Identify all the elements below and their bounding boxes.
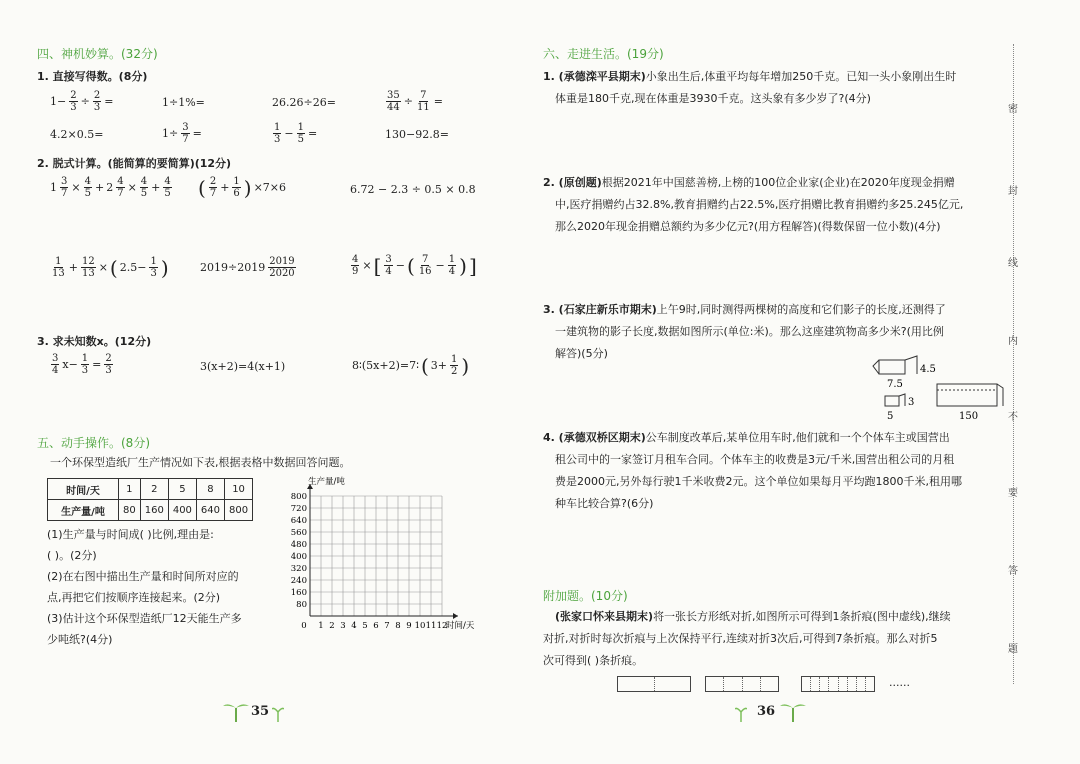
palm-tree-icon bbox=[779, 700, 807, 722]
seal-char: 要 bbox=[1008, 488, 1018, 499]
y-axis-label: 生产量/吨 bbox=[308, 477, 345, 487]
table-cell: 5 bbox=[168, 479, 196, 500]
seal-char: 密 bbox=[1008, 104, 1018, 115]
y-tick-label: 400 bbox=[290, 552, 307, 562]
s5-q1-line1: (1)生产量与时间成( )比例,理由是: bbox=[47, 528, 214, 541]
x-tick-label: 7 bbox=[384, 621, 390, 631]
building-shadow: 150 bbox=[959, 411, 979, 422]
x-tick-label: 6 bbox=[373, 621, 379, 631]
q3-eq-1: $\frac{3}{4}$ x− $\frac{1}{3}$ = $\frac{2}{3}$ bbox=[52, 353, 112, 376]
tree-a-diagram bbox=[873, 356, 917, 374]
table-row bbox=[48, 500, 253, 521]
table-cell: 400 bbox=[168, 500, 196, 521]
table-header-output: 生产量/吨 bbox=[48, 500, 119, 521]
table-row bbox=[48, 479, 253, 500]
seal-char: 线 bbox=[1008, 258, 1018, 269]
q3-title: 3. 求未知数x。(12分) bbox=[37, 335, 152, 348]
y-tick-label: 240 bbox=[290, 576, 307, 586]
s5-q2-line1: (2)在右图中描出生产量和时间所对应的 bbox=[47, 570, 239, 583]
bonus-problem: (张家口怀来县期末)将一张长方形纸对折,如图所示可得到1条折痕(图中虚线),继续 对折,对折时每次折痕与上次保持平行,连续对折3次后,可得到7条折痕。那么对折5 次可得到( )条折痕。 bbox=[543, 610, 951, 667]
table-cell: 800 bbox=[225, 500, 253, 521]
y-tick-label: 640 bbox=[290, 516, 307, 526]
page-number-36: 36 bbox=[757, 704, 776, 719]
q3-eq-3: 8∶(5x+2)=7∶ ( 3+ $\frac{1}{2}$ ) bbox=[352, 353, 470, 378]
q3-eq-2: 3(x+2)=4(x+1) bbox=[200, 360, 286, 373]
x-tick-label: 10 bbox=[414, 621, 426, 631]
q1-item-1: 1− $\frac{2}{3}$ ÷ $\frac{2}{3}$ = bbox=[50, 90, 114, 113]
table-cell: 2 bbox=[140, 479, 168, 500]
seal-char: 答 bbox=[1008, 566, 1018, 577]
q2-expr-5: 2019÷2019 $\frac{2019}{2020}$ bbox=[200, 256, 295, 279]
q2-title: 2. 脱式计算。(能简算的要简算)(12分) bbox=[37, 157, 232, 170]
x-tick-label: 4 bbox=[351, 621, 357, 631]
problem-3: 3. (石家庄新乐市期末)上午9时,同时测得两棵树的高度和它们影子的长度,还测得了 一建筑物的影子长度,数据如图所示(单位:米)。那么这座建筑物高多少米?(用比例 解答)(5分) bbox=[543, 303, 946, 360]
fold-paper-3 bbox=[801, 676, 875, 692]
s5-intro: 一个环保型造纸厂生产情况如下表,根据表格中数据回答问题。 bbox=[50, 456, 351, 469]
q1-item-4: $\frac{35}{44}$ ÷ $\frac{7}{11}$ = bbox=[387, 90, 443, 113]
problem-2: 2. (原创题)根据2021年中国慈善榜,上榜的100位企业家(企业)在2020年度现金捐赠 中,医疗捐赠约占32.8%,教育捐赠约占22.5%,医疗捐赠比教育捐赠约多25.245亿元, 那么2020年现金捐赠总额约为多少亿元?(用方程解答)(得数保留一位小数)(4分) bbox=[543, 176, 964, 233]
q1-item-6: 1÷ $\frac{3}{7}$ = bbox=[162, 122, 202, 145]
x-tick-label: 1 bbox=[318, 621, 324, 631]
y-tick-label: 320 bbox=[290, 564, 307, 574]
q2-expr-4: $\frac{1}{13}$ + $\frac{12}{13}$ × ( 2.5− $\frac{1}{3}$ ) bbox=[52, 255, 169, 280]
s5-q3-line2: 少吨纸?(4分) bbox=[47, 633, 113, 646]
y-tick-label: 80 bbox=[296, 600, 307, 610]
q1-item-3: 26.26÷26= bbox=[272, 96, 336, 109]
tree-b-shadow: 5 bbox=[887, 411, 894, 422]
q1-item-7: $\frac{1}{3}$ − $\frac{1}{5}$ = bbox=[274, 122, 318, 145]
sprout-icon bbox=[735, 706, 747, 722]
production-table bbox=[47, 478, 253, 521]
x-tick-label: 11 bbox=[425, 621, 437, 631]
table-header-time: 时间/天 bbox=[48, 479, 119, 500]
palm-tree-icon bbox=[222, 700, 250, 722]
shadow-figure bbox=[865, 354, 1005, 424]
production-grid-chart bbox=[280, 474, 490, 632]
page-36 bbox=[535, 0, 1080, 764]
table-cell: 10 bbox=[225, 479, 253, 500]
table-cell: 8 bbox=[196, 479, 224, 500]
x-tick-label: 3 bbox=[340, 621, 346, 631]
section-5-title: 五、动手操作。(8分) bbox=[37, 436, 150, 450]
page-35 bbox=[0, 0, 535, 764]
problem-1: 1. (承德滦平县期末)小象出生后,体重平均每年增加250千克。已知一头小象刚出生时 体重是180千克,现在体重是3930千克。这头象有多少岁了?(4分) bbox=[543, 70, 957, 105]
seal-char: 不 bbox=[1008, 412, 1018, 423]
x-axis-label: 时间/天 bbox=[446, 621, 475, 631]
y-tick-label: 800 bbox=[290, 492, 307, 502]
sprout-icon bbox=[272, 706, 284, 722]
s5-q1-line2: ( )。(2分) bbox=[47, 549, 97, 562]
y-tick-label: 560 bbox=[290, 528, 307, 538]
section-4-title: 四、神机妙算。(32分) bbox=[37, 47, 158, 61]
seal-char: 题 bbox=[1008, 644, 1018, 655]
s5-q2-line2: 点,再把它们按顺序连接起来。(2分) bbox=[47, 591, 221, 604]
q2-expr-2: ( $\frac{2}{7}$ + $\frac{1}{6}$ ) ×7×6 bbox=[198, 175, 287, 200]
table-cell: 640 bbox=[196, 500, 224, 521]
y-tick-label: 720 bbox=[290, 504, 307, 514]
table-cell: 160 bbox=[140, 500, 168, 521]
y-tick-label: 480 bbox=[290, 540, 307, 550]
q2-expr-1: 1 $\frac{3}{7}$ × $\frac{4}{5}$ + 2 $\frac{4}{7}$ × $\frac{4}{5}$ + $\frac{4}{5}$ bbox=[50, 176, 171, 199]
tree-a-shadow: 7.5 bbox=[887, 379, 903, 390]
x-axis-arrow bbox=[453, 613, 458, 619]
tree-b-diagram bbox=[885, 394, 905, 406]
q2-expr-3: 6.72 − 2.3 ÷ 0.5 × 0.8 bbox=[350, 183, 476, 196]
seal-char: 内 bbox=[1008, 336, 1018, 347]
fold-paper-2 bbox=[705, 676, 779, 692]
table-cell: 1 bbox=[119, 479, 141, 500]
x-tick-label: 5 bbox=[362, 621, 368, 631]
problem-4: 4. (承德双桥区期末)公车制度改革后,某单位用车时,他们就和一个个体车主或国营出 租公司中的一家签订月租车合同。个体车主的收费是3元/千米,国营出租公司的月租 费是2000元,另外每行驶1千米收费2元。这个单位如果每月平均跑1800千米,租用哪 种车比较合算?(6分) bbox=[543, 431, 962, 510]
table-cell: 80 bbox=[119, 500, 141, 521]
tree-a-height: 4.5 bbox=[920, 364, 936, 375]
q1-title: 1. 直接写得数。(8分) bbox=[37, 70, 148, 83]
tree-b-height: 3 bbox=[908, 397, 915, 408]
seal-line bbox=[1008, 44, 1026, 684]
fold-paper-1 bbox=[617, 676, 691, 692]
q1-item-2: 1÷1%= bbox=[162, 96, 205, 109]
page-number-35: 35 bbox=[251, 704, 270, 719]
seal-char: 封 bbox=[1008, 186, 1018, 197]
section-6-title: 六、走进生活。(19分) bbox=[543, 47, 664, 61]
q1-item-8: 130−92.8= bbox=[385, 128, 449, 141]
s5-q3-line1: (3)估计这个环保型造纸厂12天能生产多 bbox=[47, 612, 242, 625]
x-tick-label: 12 bbox=[436, 621, 448, 631]
y-tick-label: 160 bbox=[290, 588, 307, 598]
x-tick-label: 9 bbox=[406, 621, 412, 631]
x-tick-label: 8 bbox=[395, 621, 401, 631]
fold-ellipsis: ...... bbox=[889, 676, 910, 689]
x-tick-label: 0 bbox=[301, 621, 307, 631]
x-tick-label: 2 bbox=[329, 621, 335, 631]
building-diagram bbox=[937, 384, 1003, 406]
q1-item-5: 4.2×0.5= bbox=[50, 128, 104, 141]
q2-expr-6: $\frac{4}{9}$ × [ $\frac{3}{4}$ − ( $\frac{7}{16}$ − $\frac{1}{4}$ ) ] bbox=[352, 253, 477, 278]
bonus-title: 附加题。(10分) bbox=[543, 589, 628, 603]
